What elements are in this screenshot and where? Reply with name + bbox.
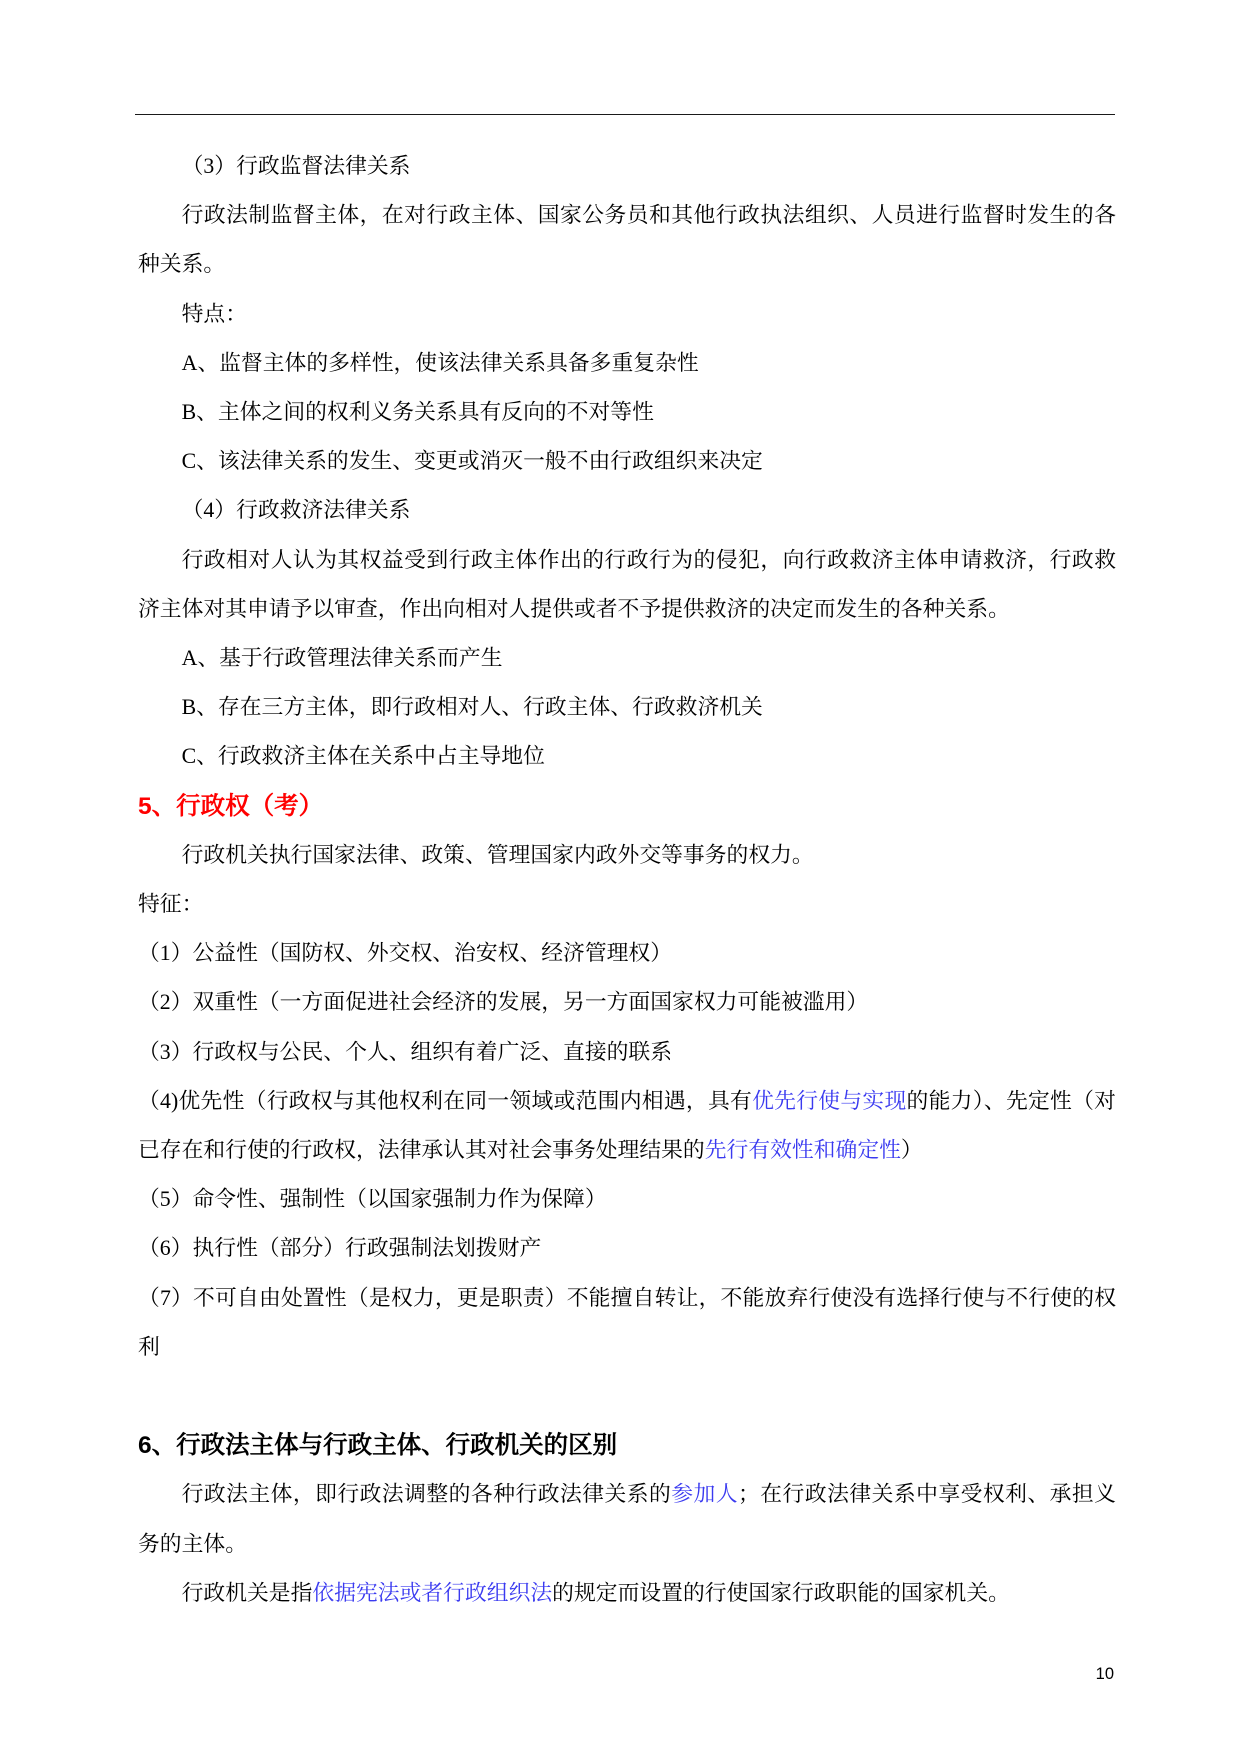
section-3-definition: 行政法制监督主体，在对行政主体、国家公务员和其他行政执法组织、人员进行监督时发生的各种关系。	[138, 203, 1116, 277]
section-3-title: （3）行政监督法律关系	[181, 154, 411, 178]
organ-definition-highlight: 依据宪法或者行政组织法	[312, 1580, 553, 1605]
trait-2: （2）双重性（一方面促进社会经济的发展，另一方面国家权力可能被滥用）	[138, 990, 869, 1015]
page-body	[138, 142, 1116, 1618]
heading-5-traits-label: 特征：	[138, 892, 204, 917]
trait-4-highlight-1: 优先行使与实现	[752, 1088, 907, 1113]
section-3-feature-a: A、监督主体的多样性，使该法律关系具备多重复杂性	[181, 350, 699, 375]
section-4-feature-b: B、存在三方主体，即行政相对人、行政主体、行政救济机关	[181, 695, 763, 720]
organ-definition-text-2: 的规定而设置的行使国家行政职能的国家机关。	[552, 1580, 1010, 1605]
header-rule	[135, 114, 1115, 115]
trait-4	[138, 1077, 1116, 1175]
heading-5-title: 5、行政权（考）	[138, 792, 324, 820]
trait-4-text-1: （4)优先性（行政权与其他权利在同一领域或范围内相遇，具有	[138, 1088, 753, 1113]
section-3-feature-c: C、该法律关系的发生、变更或消灭一般不由行政组织来决定	[181, 449, 763, 474]
trait-6: （6）执行性（部分）行政强制法划拨财产	[138, 1236, 542, 1261]
section-3-feature-b: B、主体之间的权利义务关系具有反向的不对等性	[181, 400, 654, 425]
section-4-title: （4）行政救济法律关系	[181, 498, 411, 523]
blank-line	[138, 1372, 1116, 1421]
section-4-definition: 行政相对人认为其权益受到行政主体作出的行政行为的侵犯，向行政救济主体申请救济，行政救济主体对其申请予以审查，作出向相对人提供或者不予提供救济的决定而发生的各种关系。	[138, 547, 1116, 621]
trait-4-highlight-2: 先行有效性和确定性	[704, 1138, 901, 1163]
organ-definition	[138, 1569, 1116, 1618]
heading-6-title: 6、行政法主体与行政主体、行政机关的区别	[138, 1432, 618, 1460]
subject-definition-text-1: 行政法主体，即行政法调整的各种行政法律关系的	[181, 1482, 672, 1507]
section-3-features-label: 特点：	[181, 301, 247, 326]
organ-definition-text-1: 行政机关是指	[181, 1580, 313, 1605]
trait-3: （3）行政权与公民、个人、组织有着广泛、直接的联系	[138, 1039, 673, 1064]
subject-definition-text-2: ；在行政法律关系中享受权利、承担义务的主体。	[138, 1482, 1116, 1556]
trait-5: （5）命令性、强制性（以国家强制力作为保障）	[138, 1187, 607, 1212]
subject-definition	[138, 1470, 1116, 1568]
section-4-feature-c: C、行政救济主体在关系中占主导地位	[181, 744, 545, 769]
heading-5-definition: 行政机关执行国家法律、政策、管理国家内政外交等事务的权力。	[181, 842, 814, 867]
trait-1: （1）公益性（国防权、外交权、治安权、经济管理权）	[138, 941, 673, 966]
trait-4-text-2: 的能力）、先定性（对已存在和行使的行政权，法律承认其对社会事务处理结果的	[138, 1088, 1116, 1163]
subject-definition-highlight: 参加人	[671, 1482, 739, 1507]
trait-7: （7）不可自由处置性（是权力，更是职责）不能擅自转让，不能放弃行使没有选择行使与不行使的权利	[138, 1285, 1116, 1359]
page-number: 10	[1095, 1665, 1114, 1683]
trait-4-text-3: ）	[900, 1138, 923, 1163]
section-4-feature-a: A、基于行政管理法律关系而产生	[181, 646, 503, 671]
